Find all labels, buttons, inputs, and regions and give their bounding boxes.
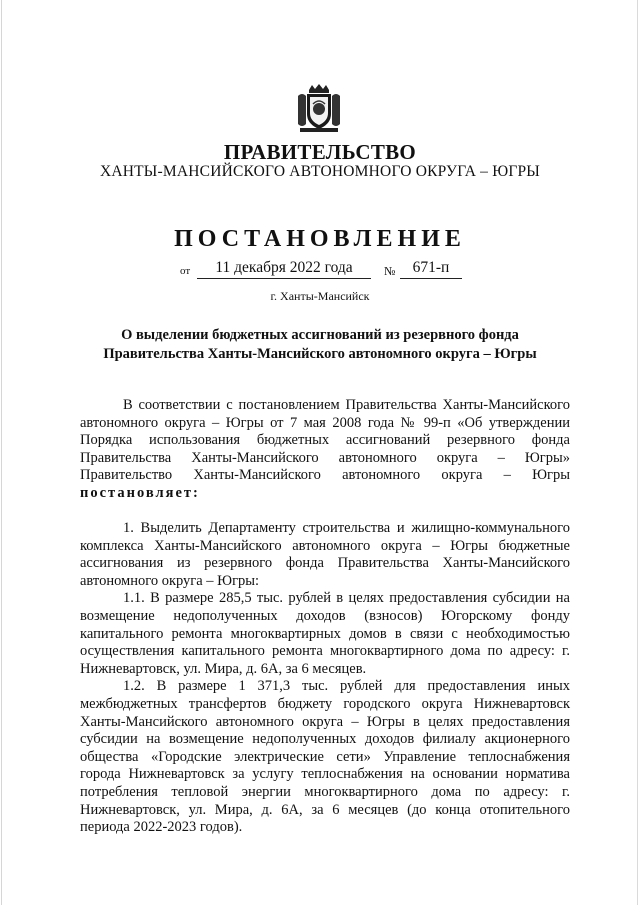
region-title: ХАНТЫ-МАНСИЙСКОГО АВТОНОМНОГО ОКРУГА – ЮГРЫ [99,163,541,180]
number-sign: № [384,264,396,278]
scan-edge [637,0,638,905]
preamble-paragraph [80,397,570,503]
document-subject: О выделении бюджетных ассигнований из резервного фонда Правительства Ханты-Мансийского автономного округа – Югры [103,327,537,362]
government-title: ПРАВИТЕЛЬСТВО [223,140,417,164]
date-prefix: от [180,265,191,277]
document-type: ПОСТАНОВЛЕНИЕ [174,226,466,252]
resolution-items [80,520,570,837]
document-number: 671-п [400,259,462,279]
item-1-2: 1.2. В размере 1 371,3 тыс. рублей для предоставления иных межбюджетных трансфертов бюджету городского округа Нижневартовск Ханты-Мансийского автономного округа – Югры в целях предоставления субсидии на возмещение недополученных доходов филиалу акционерного общества «Городские электрические сети» Управление теплоснабжения города Нижневартовск за услугу теплоснабжения на основании норматива потребления тепловой энергии многоквартирного дома по адресу: г. Нижневартовск, ул. Мира, д. 6А, за 6 месяцев (до конца отопительного периода 2022-2023 годов). [80,678,570,836]
coat-of-arms-icon [294,84,344,134]
resolves-keyword: постановляет: [80,484,200,501]
document-date: 11 декабря 2022 года [197,259,371,279]
preamble-text: В соответствии с постановлением Правительства Ханты-Мансийского автономного округа – Югры от 7 мая 2008 года № 99-п «Об утверждении Порядка использования бюджетных ассигнований резервного фонда Правительства Ханты-Мансийского автономного округа – Югры» Правительство Ханты-Мансийского автономного округа – Югры [80,397,570,484]
item-1: 1. Выделить Департаменту строительства и жилищно-коммунального комплекса Ханты-Мансийского автономного округа – Югры бюджетные ассигнования из резервного фонда Правительства Ханты-Мансийского автономного округа – Югры: [80,520,570,589]
item-1-1: 1.1. В размере 285,5 тыс. рублей в целях предоставления субсидии на возмещение недополученных доходов (взносов) Югорскому фонду капитального ремонта многоквартирных домов в связи с необходимостью осуществления капитального ремонта многоквартирного дома по адресу: г. Нижневартовск, ул. Мира, д. 6А, за 6 месяцев. [80,590,570,677]
document-city: г. Ханты-Мансийск [270,289,370,303]
date-number-line [180,257,470,279]
scan-edge [1,0,2,905]
preamble [80,397,570,503]
